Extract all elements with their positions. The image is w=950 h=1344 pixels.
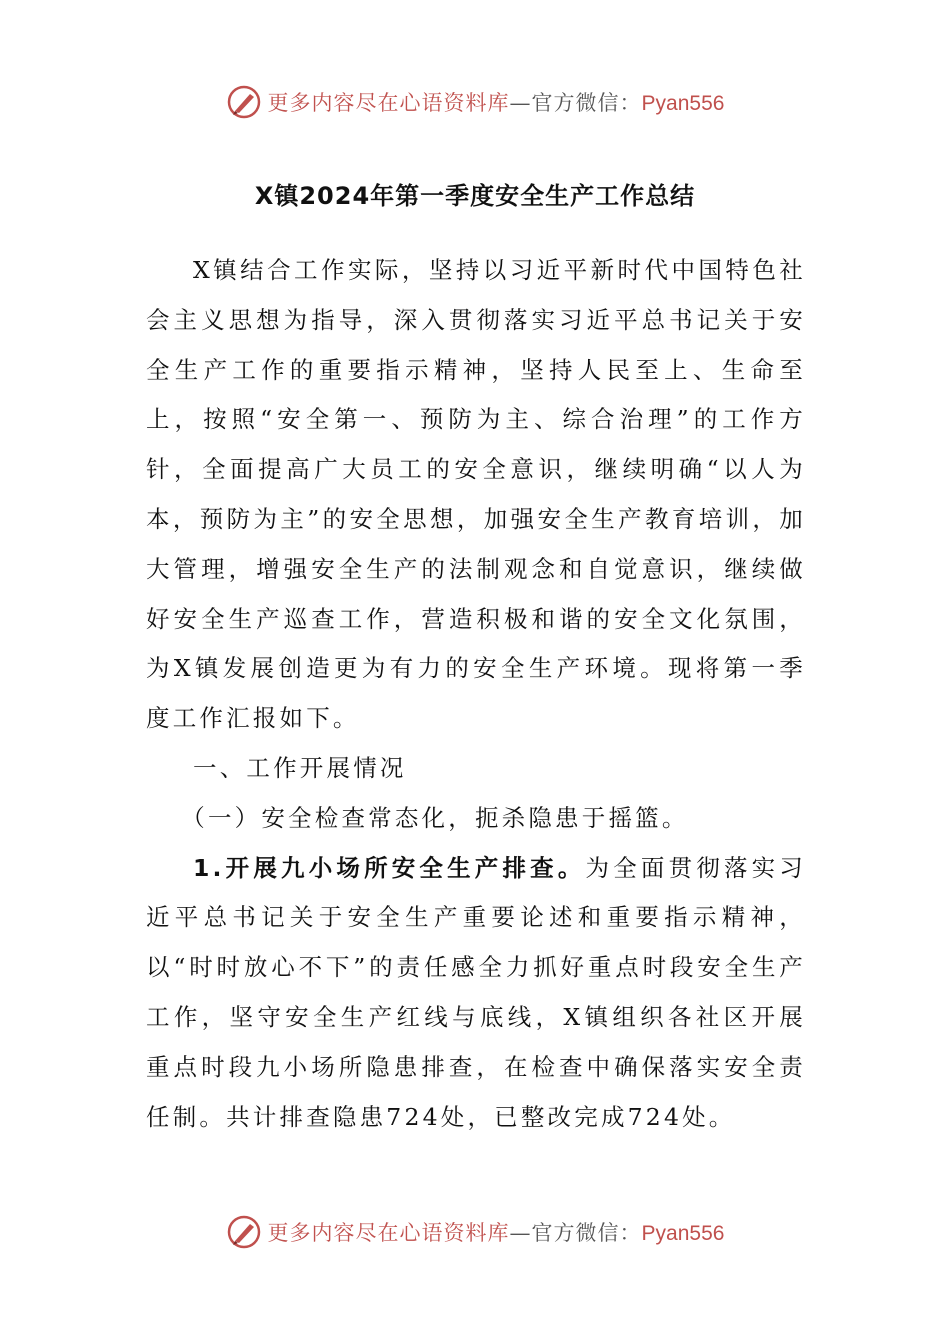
intro-paragraph: X镇结合工作实际，坚持以习近平新时代中国特色社会主义思想为指导，深入贯彻落实习近平总书记关于安全生产工作的重要指示精神，坚持人民至上、生命至上，按照“安全第一、预防为主、综合治理”的工作方针，全面提高广大员工的安全意识，继续明确“以人为本，预防为主”的安全思想，加强安全生产教育培训，加大管理，增强安全生产的法制观念和自觉意识，继续做好安全生产巡查工作，营造积极和谐的安全文化氛围，为X镇发展创造更为有力的安全生产环境。现将第一季度工作汇报如下。 — [146, 256, 806, 733]
watermark-banner-bottom — [0, 1212, 950, 1252]
watermark-banner-top — [0, 82, 950, 122]
document-title: X镇2024年第一季度安全生产工作总结 — [254, 182, 696, 210]
subsection-heading: （一）安全检查常态化，扼杀隐患于摇篮。 — [181, 803, 689, 832]
pen-logo-icon — [226, 1214, 262, 1250]
item-title: 1.开展九小场所安全生产排查。 — [193, 853, 586, 882]
watermark-text: 更多内容尽在心语资料库—官方微信：Pyan556 — [267, 91, 725, 115]
watermark-text: 更多内容尽在心语资料库—官方微信：Pyan556 — [267, 1221, 725, 1245]
document-body — [146, 246, 806, 1142]
pen-logo-icon — [226, 84, 262, 120]
item-text: 为全面贯彻落实习近平总书记关于安全生产重要论述和重要指示精神，以“时时放心不下”的责任感全力抓好重点时段安全生产工作，坚守安全生产红线与底线，X镇组织各社区开展重点时段九小场所隐患排查，在检查中确保落实安全责任制。共计排查隐患724处，已整改完成724处。 — [146, 853, 807, 1131]
item-paragraph — [146, 844, 806, 1143]
section-heading: 一、工作开展情况 — [193, 753, 407, 782]
